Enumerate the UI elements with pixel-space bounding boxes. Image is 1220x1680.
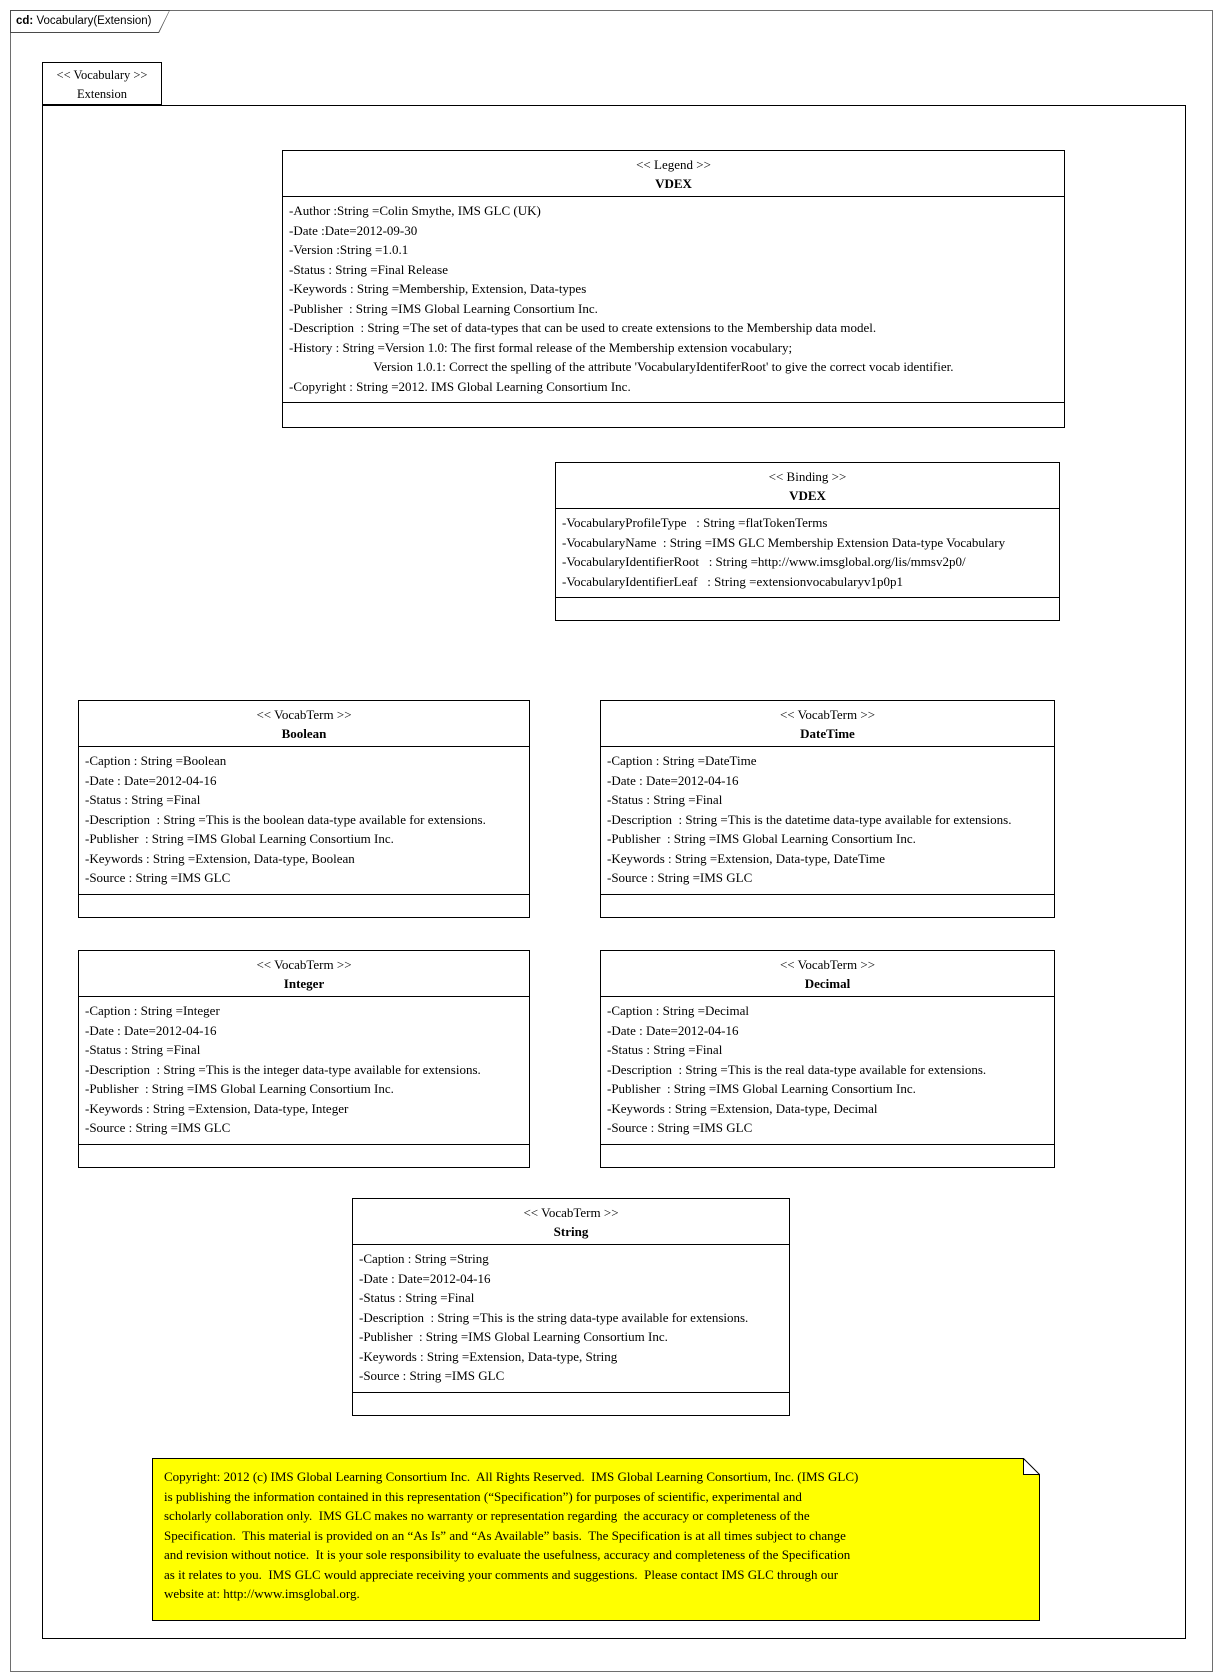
attribute-line: -VocabularyProfileType : String =flatTokenTerms (562, 515, 828, 530)
attribute-line: -Caption : String =DateTime (607, 753, 757, 768)
empty-compartment (283, 402, 1064, 427)
diagram-title (16, 10, 152, 32)
attribute-line: -Keywords : String =Extension, Data-type, String (359, 1348, 618, 1364)
attribute-line: -Caption : String =Integer (85, 1003, 220, 1018)
attributes-compartment (79, 996, 529, 1144)
vocabterm-integer-box (78, 950, 530, 1168)
empty-compartment (79, 894, 529, 917)
empty-compartment (79, 1144, 529, 1167)
vocabterm-integer-header (79, 951, 529, 996)
legend-box (282, 150, 1065, 428)
attributes-compartment (601, 746, 1054, 894)
element-name: VDEX (789, 488, 826, 503)
element-name: Boolean (281, 726, 327, 741)
attribute-line: -Source : String =IMS GLC (85, 870, 231, 885)
vocabterm-decimal-header (601, 951, 1054, 996)
attributes-compartment (353, 1244, 789, 1392)
note-text-line: is publishing the information contained in this representation (“Specification”) for purposes of scientific, experimental and (164, 1488, 802, 1504)
attribute-line: -Description : String =This is the real data-type available for extensions. (607, 1061, 987, 1077)
diagram-title-tab (10, 10, 170, 33)
attribute-line: -Copyright : String =2012. IMS Global Learning Consortium Inc. (289, 378, 631, 394)
copyright-note (152, 1458, 1040, 1621)
attribute-line: -Status : String =Final (85, 1042, 201, 1057)
empty-compartment (353, 1392, 789, 1415)
attribute-line: -Publisher : String =IMS Global Learning Consortium Inc. (359, 1329, 668, 1344)
attribute-line: -Description : String =This is the boolean data-type available for extensions. (85, 811, 486, 827)
empty-compartment (601, 1144, 1054, 1167)
attribute-line: -VocabularyName : String =IMS GLC Membership Extension Data-type Vocabulary (562, 534, 1006, 550)
package-name: Extension (77, 87, 127, 101)
attribute-line: -Date : Date=2012-04-16 (85, 1022, 217, 1038)
attributes-compartment (601, 996, 1054, 1144)
binding-header (556, 463, 1059, 508)
note-text-line: scholarly collaboration only. IMS GLC makes no warranty or representation regarding the accuracy or completeness of the (164, 1508, 810, 1523)
vocabterm-boolean-box (78, 700, 530, 918)
element-name: Decimal (804, 976, 851, 991)
element-name: DateTime (800, 726, 855, 741)
element-name: VDEX (655, 176, 692, 191)
attribute-line: -Date : Date=2012-04-16 (85, 772, 217, 788)
attribute-line: -Keywords : String =Extension, Data-type, DateTime (607, 850, 886, 866)
attribute-line: -Description : String =This is the datetime data-type available for extensions. (607, 811, 1012, 827)
package-frame-header (42, 62, 162, 105)
attribute-line: -Publisher : String =IMS Global Learning Consortium Inc. (607, 831, 916, 846)
attribute-line: -Date : Date=2012-04-16 (607, 772, 739, 788)
attribute-line: -Publisher : String =IMS Global Learning Consortium Inc. (289, 300, 598, 316)
attribute-line: -Status : String =Final Release (289, 261, 448, 277)
stereotype-label: << Binding >> (768, 469, 847, 484)
attribute-line: Version 1.0.1: Correct the spelling of the attribute 'VocabularyIdentiferRoot' to give the correct vocab identifier. (289, 359, 954, 374)
package-stereotype: << Vocabulary >> (56, 68, 148, 82)
diagram-type-label: cd: (16, 15, 34, 27)
note-text-line: and revision without notice. It is your sole responsibility to evaluate the usefulness, accuracy and completeness of the Specification (164, 1547, 851, 1562)
attribute-line: -Source : String =IMS GLC (607, 870, 753, 885)
attributes-compartment (556, 508, 1059, 597)
attribute-line: -Keywords : String =Extension, Data-type, Decimal (607, 1100, 878, 1116)
attribute-line: -Version :String =1.0.1 (289, 242, 409, 257)
attribute-line: -VocabularyIdentifierRoot : String =http://www.imsglobal.org/lis/mmsv2p0/ (562, 554, 966, 569)
attribute-line: -Description : String =This is the integer data-type available for extensions. (85, 1061, 481, 1077)
note-text-line: as it relates to you. IMS GLC would appreciate receiving your comments and suggestions. Please contact IMS GLC through our (164, 1566, 839, 1582)
attribute-line: -Caption : String =String (359, 1251, 489, 1266)
attribute-line: -Source : String =IMS GLC (85, 1120, 231, 1135)
empty-compartment (556, 597, 1059, 620)
vocabterm-datetime-box (600, 700, 1055, 918)
vocabterm-boolean-header (79, 701, 529, 746)
stereotype-label: << Legend >> (636, 157, 711, 172)
attribute-line: -Author :String =Colin Smythe, IMS GLC (UK) (289, 203, 541, 218)
attribute-line: -Keywords : String =Extension, Data-type, Boolean (85, 850, 355, 866)
attribute-line: -Publisher : String =IMS Global Learning Consortium Inc. (607, 1081, 916, 1096)
vocabterm-decimal-box (600, 950, 1055, 1168)
attribute-line: -Description : String =This is the string data-type available for extensions. (359, 1309, 749, 1325)
vocabterm-string-header (353, 1199, 789, 1244)
attribute-line: -Caption : String =Boolean (85, 753, 227, 768)
vocabterm-string-box (352, 1198, 790, 1416)
stereotype-label: << VocabTerm >> (523, 1205, 619, 1220)
note-text-line: website at: http://www.imsglobal.org. (164, 1586, 360, 1601)
attribute-line: -Date :Date=2012-09-30 (289, 222, 418, 238)
attribute-line: -Caption : String =Decimal (607, 1003, 750, 1018)
note-text (152, 1458, 1040, 1621)
note-text-line: Specification. This material is provided on an “As Is” and “As Available” basis. The Specification is at all times subject to change (164, 1527, 846, 1543)
element-name: Integer (283, 976, 325, 991)
attribute-line: -Source : String =IMS GLC (607, 1120, 753, 1135)
stereotype-label: << VocabTerm >> (256, 707, 352, 722)
attribute-line: -Publisher : String =IMS Global Learning Consortium Inc. (85, 1081, 394, 1096)
note-text-line: Copyright: 2012 (c) IMS Global Learning Consortium Inc. All Rights Reserved. IMS Global Learning Consortium, Inc. (IMS GLC) (164, 1469, 859, 1484)
diagram-name-label: Vocabulary(Extension) (33, 15, 152, 27)
attribute-line: -Status : String =Final (85, 792, 201, 807)
attribute-line: -Publisher : String =IMS Global Learning Consortium Inc. (85, 831, 394, 846)
attribute-line: -Source : String =IMS GLC (359, 1368, 505, 1383)
attribute-line: -Keywords : String =Extension, Data-type, Integer (85, 1100, 349, 1116)
empty-compartment (601, 894, 1054, 917)
stereotype-label: << VocabTerm >> (779, 707, 876, 722)
binding-box (555, 462, 1060, 621)
attribute-line: -VocabularyIdentifierLeaf : String =extensionvocabularyv1p0p1 (562, 573, 904, 589)
legend-header (283, 151, 1064, 196)
element-name: String (553, 1224, 589, 1239)
attribute-line: -Status : String =Final (607, 792, 723, 807)
attribute-line: -History : String =Version 1.0: The first formal release of the Membership extension vocabulary; (289, 339, 793, 355)
attribute-line: -Date : Date=2012-04-16 (359, 1270, 491, 1286)
stereotype-label: << VocabTerm >> (779, 957, 876, 972)
attribute-line: -Keywords : String =Membership, Extension, Data-types (289, 281, 587, 296)
attribute-line: -Date : Date=2012-04-16 (607, 1022, 739, 1038)
attribute-line: -Status : String =Final (359, 1290, 475, 1305)
vocabterm-datetime-header (601, 701, 1054, 746)
stereotype-label: << VocabTerm >> (256, 957, 352, 972)
attributes-compartment (283, 196, 1064, 402)
attributes-compartment (79, 746, 529, 894)
attribute-line: -Status : String =Final (607, 1042, 723, 1057)
attribute-line: -Description : String =The set of data-types that can be used to create extensions to the Membership data model. (289, 320, 877, 335)
